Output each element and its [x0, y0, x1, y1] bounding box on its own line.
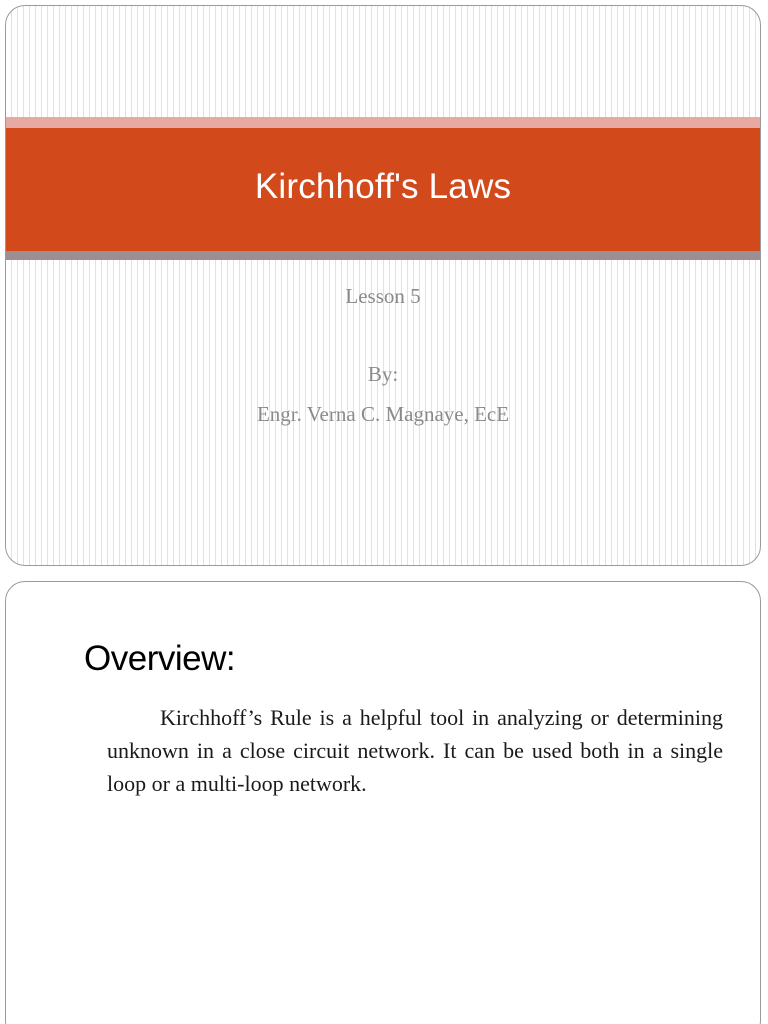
accent-strip-top	[6, 117, 760, 128]
overview-heading: Overview:	[84, 639, 236, 678]
subtitle-block	[6, 276, 760, 434]
accent-strip-bottom	[6, 251, 760, 260]
lesson-label: Lesson 5	[345, 284, 421, 308]
overview-slide	[5, 581, 761, 1024]
overview-body: Kirchhoff’s Rule is a helpful tool in analyzing or determining unknown in a close circuit network. It can be used both in a single loop or a multi-loop network.	[107, 705, 723, 796]
slide-title: Kirchhoff's Laws	[254, 166, 512, 206]
author-name: Engr. Verna C. Magnaye, EcE	[256, 402, 510, 426]
by-label: By:	[367, 362, 399, 386]
title-slide	[5, 5, 761, 566]
title-band	[6, 128, 760, 251]
